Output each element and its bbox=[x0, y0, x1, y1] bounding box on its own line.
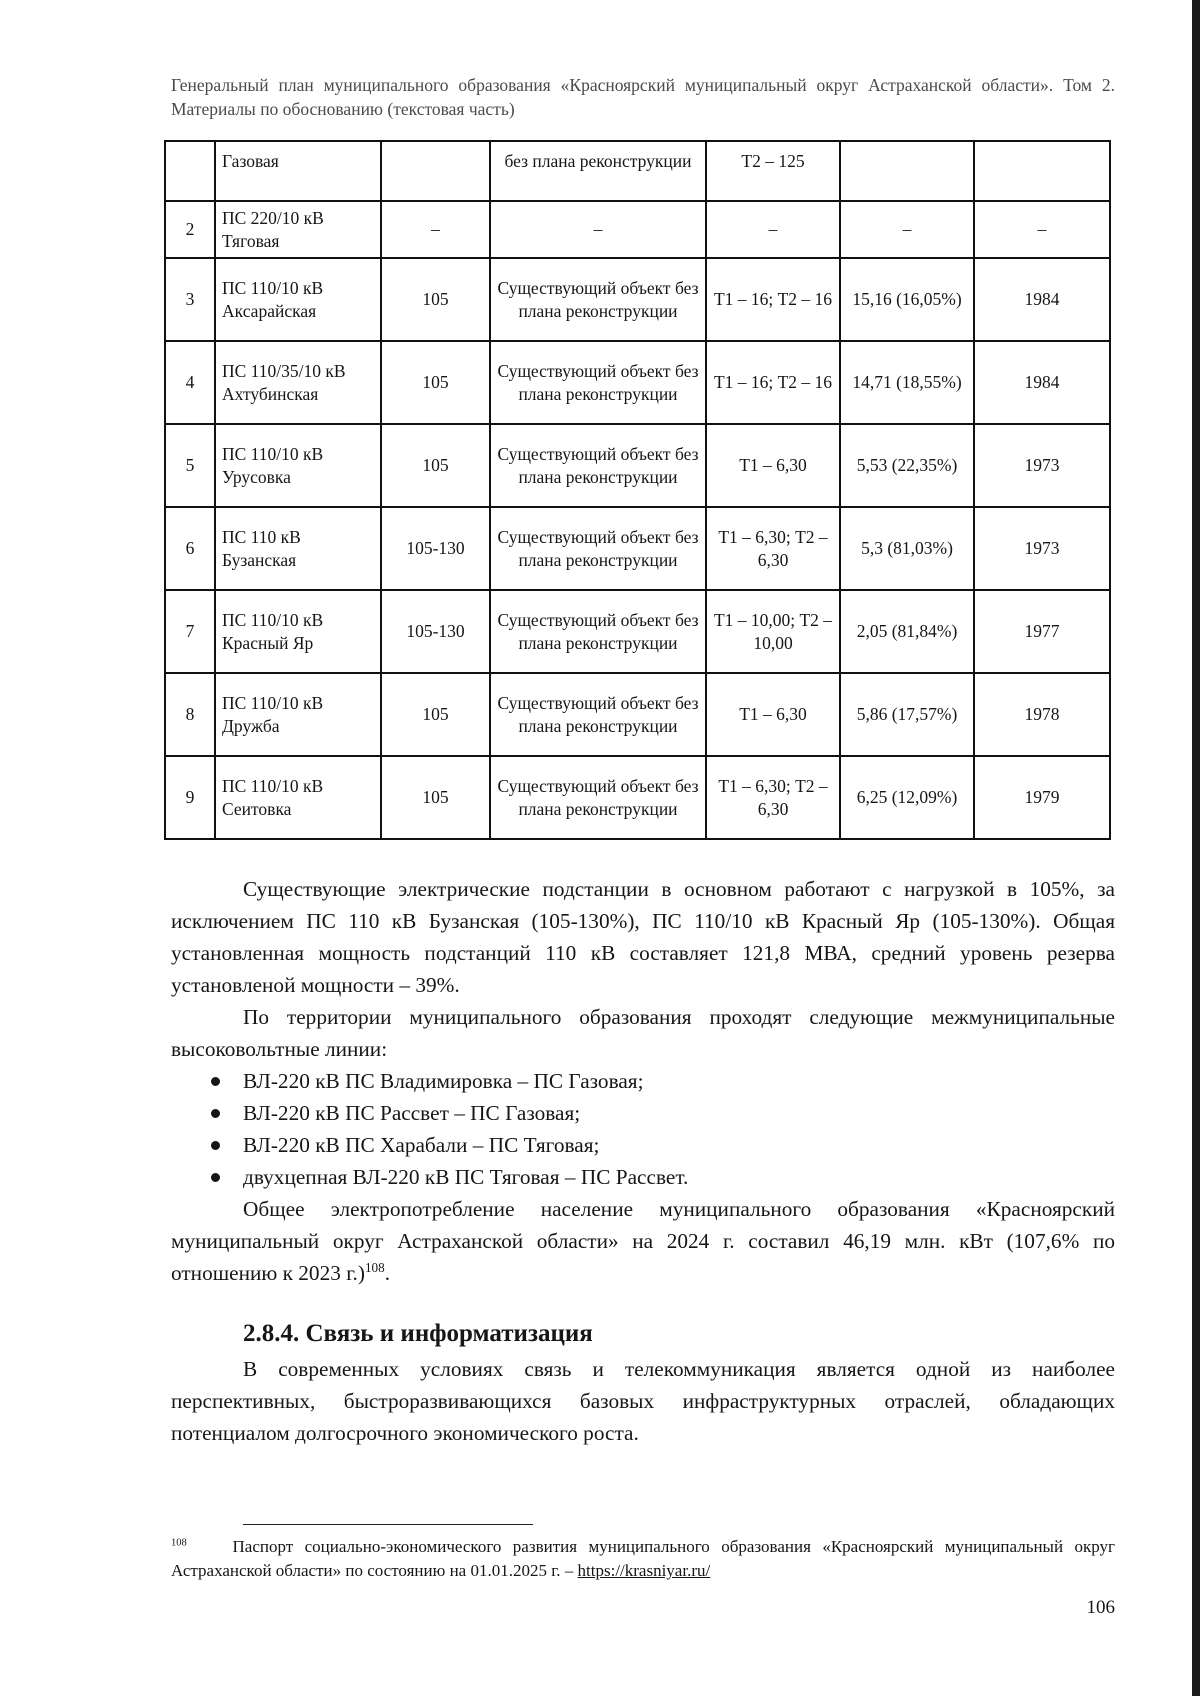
load-percent-cell: 105 bbox=[381, 673, 490, 756]
consumption-text-end: . bbox=[384, 1261, 391, 1285]
load-percent-cell bbox=[381, 141, 490, 201]
transformer-capacity-cell: Т1 – 6,30 bbox=[706, 673, 840, 756]
table-row bbox=[165, 258, 1110, 341]
load-percent-cell: 105 bbox=[381, 341, 490, 424]
load-percent-cell: 105-130 bbox=[381, 507, 490, 590]
object-status-cell: Существующий объект без плана реконструкции bbox=[490, 424, 706, 507]
row-number-cell: 4 bbox=[165, 341, 215, 424]
substations-table bbox=[164, 140, 1111, 840]
table-row bbox=[165, 424, 1110, 507]
row-number-cell: 2 bbox=[165, 201, 215, 258]
section-title: 2.8.4. Связь и информатизация bbox=[243, 1320, 593, 1347]
row-number-cell: 8 bbox=[165, 673, 215, 756]
table-row bbox=[165, 141, 1110, 201]
table-row bbox=[165, 673, 1110, 756]
table-row bbox=[165, 341, 1110, 424]
table-row bbox=[165, 201, 1110, 258]
substation-name-cell: ПС 110/10 кВ Урусовка bbox=[215, 424, 381, 507]
transformer-capacity-cell: Т1 – 6,30; Т2 – 6,30 bbox=[706, 507, 840, 590]
substation-name-cell: ПС 110/35/10 кВ Ахтубинская bbox=[215, 341, 381, 424]
object-status-cell: Существующий объект без плана реконструкции bbox=[490, 258, 706, 341]
object-status-cell: Существующий объект без плана реконструкции bbox=[490, 756, 706, 839]
load-percent-cell: 105 bbox=[381, 756, 490, 839]
reserve-capacity-cell: 6,25 (12,09%) bbox=[840, 756, 974, 839]
list-item: двухцепная ВЛ-220 кВ ПС Тяговая – ПС Рассвет. bbox=[171, 1161, 1115, 1193]
object-status-cell: – bbox=[490, 201, 706, 258]
object-status-cell: без плана реконструкции bbox=[490, 141, 706, 201]
substation-name-cell: ПС 220/10 кВ Тяговая bbox=[215, 201, 381, 258]
table-row bbox=[165, 756, 1110, 839]
reserve-capacity-cell: 5,3 (81,03%) bbox=[840, 507, 974, 590]
page-number: 106 bbox=[1086, 1597, 1115, 1618]
substations-table-body bbox=[165, 141, 1110, 839]
footnote bbox=[171, 1535, 1115, 1583]
commissioning-year-cell: 1984 bbox=[974, 258, 1110, 341]
commissioning-year-cell: 1979 bbox=[974, 756, 1110, 839]
commissioning-year-cell: 1978 bbox=[974, 673, 1110, 756]
footnote-separator bbox=[243, 1524, 533, 1525]
substation-name-cell: ПС 110/10 кВ Дружба bbox=[215, 673, 381, 756]
substation-name-cell: ПС 110/10 кВ Красный Яр bbox=[215, 590, 381, 673]
page-edge bbox=[1192, 0, 1200, 1696]
commissioning-year-cell: 1973 bbox=[974, 424, 1110, 507]
consumption-text: Общее электропотребление население муниципального образования «Красноярский муниципальный округ Астраханской области» на 2024 г. составил 46,19 млн. кВт (107,6% по отношению к 2023 г.) bbox=[171, 1197, 1115, 1285]
reserve-capacity-cell: 14,71 (18,55%) bbox=[840, 341, 974, 424]
footnote-reference[interactable]: 108 bbox=[364, 1259, 385, 1275]
paragraph-lines-intro: По территории муниципального образования проходят следующие межмуниципальные высоковольтные линии: bbox=[171, 1005, 1115, 1061]
paragraph-substations-load: Существующие электрические подстанции в основном работают с нагрузкой в 105%, за исключением ПС 110 кВ Бузанская (105-130%), ПС 110/10 кВ Красный Яр (105-130%). Общая установленная мощность подстанций 110 кВ составляет 121,8 МВА, средний уровень резерва установленой мощности – 39%. bbox=[171, 877, 1115, 997]
paragraph-communications: В современных условиях связь и телекоммуникация является одной из наиболее перспективных, быстроразвивающихся базовых инфраструктурных отраслей, обладающих потенциалом долгосрочного экономического роста. bbox=[171, 1357, 1115, 1445]
load-percent-cell: 105-130 bbox=[381, 590, 490, 673]
transformer-capacity-cell: Т1 – 6,30; Т2 – 6,30 bbox=[706, 756, 840, 839]
substation-name-cell: ПС 110/10 кВ Сеитовка bbox=[215, 756, 381, 839]
table-row bbox=[165, 507, 1110, 590]
substation-name-cell: ПС 110 кВ Бузанская bbox=[215, 507, 381, 590]
substation-name-cell: Газовая bbox=[215, 141, 381, 201]
commissioning-year-cell: 1984 bbox=[974, 341, 1110, 424]
reserve-capacity-cell: 5,53 (22,35%) bbox=[840, 424, 974, 507]
list-item: ВЛ-220 кВ ПС Рассвет – ПС Газовая; bbox=[171, 1097, 1115, 1129]
list-item: ВЛ-220 кВ ПС Харабали – ПС Тяговая; bbox=[171, 1129, 1115, 1161]
reserve-capacity-cell: – bbox=[840, 201, 974, 258]
commissioning-year-cell: – bbox=[974, 201, 1110, 258]
reserve-capacity-cell: 15,16 (16,05%) bbox=[840, 258, 974, 341]
row-number-cell bbox=[165, 141, 215, 201]
object-status-cell: Существующий объект без плана реконструкции bbox=[490, 341, 706, 424]
table-row bbox=[165, 590, 1110, 673]
paragraph-consumption bbox=[171, 1193, 1115, 1289]
footnote-text: Паспорт социально-экономического развития муниципального образования «Красноярский муниципальный округ Астраханской области» по состоянию на 01.01.2025 г. – bbox=[171, 1537, 1115, 1580]
transformer-capacity-cell: Т1 – 16; Т2 – 16 bbox=[706, 341, 840, 424]
footnote-mark: 108 bbox=[171, 1537, 187, 1549]
main-text bbox=[171, 873, 1115, 1449]
row-number-cell: 7 bbox=[165, 590, 215, 673]
transformer-capacity-cell: Т2 – 125 bbox=[706, 141, 840, 201]
object-status-cell: Существующий объект без плана реконструкции bbox=[490, 673, 706, 756]
commissioning-year-cell: 1973 bbox=[974, 507, 1110, 590]
commissioning-year-cell: 1977 bbox=[974, 590, 1110, 673]
reserve-capacity-cell bbox=[840, 141, 974, 201]
footnote-link[interactable]: https://krasniyar.ru/ bbox=[577, 1561, 711, 1580]
row-number-cell: 6 bbox=[165, 507, 215, 590]
page-header: Генеральный план муниципального образования «Красноярский муниципальный округ Астраханской области». Том 2. Материалы по обоснованию (текстовая часть) bbox=[171, 75, 1115, 119]
load-percent-cell: 105 bbox=[381, 424, 490, 507]
reserve-capacity-cell: 5,86 (17,57%) bbox=[840, 673, 974, 756]
transformer-capacity-cell: Т1 – 10,00; Т2 – 10,00 bbox=[706, 590, 840, 673]
object-status-cell: Существующий объект без плана реконструкции bbox=[490, 590, 706, 673]
substation-name-cell: ПС 110/10 кВ Аксарайская bbox=[215, 258, 381, 341]
power-lines-list bbox=[171, 1065, 1115, 1193]
commissioning-year-cell bbox=[974, 141, 1110, 201]
load-percent-cell: – bbox=[381, 201, 490, 258]
row-number-cell: 9 bbox=[165, 756, 215, 839]
row-number-cell: 3 bbox=[165, 258, 215, 341]
row-number-cell: 5 bbox=[165, 424, 215, 507]
object-status-cell: Существующий объект без плана реконструкции bbox=[490, 507, 706, 590]
transformer-capacity-cell: Т1 – 16; Т2 – 16 bbox=[706, 258, 840, 341]
load-percent-cell: 105 bbox=[381, 258, 490, 341]
list-item: ВЛ-220 кВ ПС Владимировка – ПС Газовая; bbox=[171, 1065, 1115, 1097]
reserve-capacity-cell: 2,05 (81,84%) bbox=[840, 590, 974, 673]
transformer-capacity-cell: Т1 – 6,30 bbox=[706, 424, 840, 507]
transformer-capacity-cell: – bbox=[706, 201, 840, 258]
